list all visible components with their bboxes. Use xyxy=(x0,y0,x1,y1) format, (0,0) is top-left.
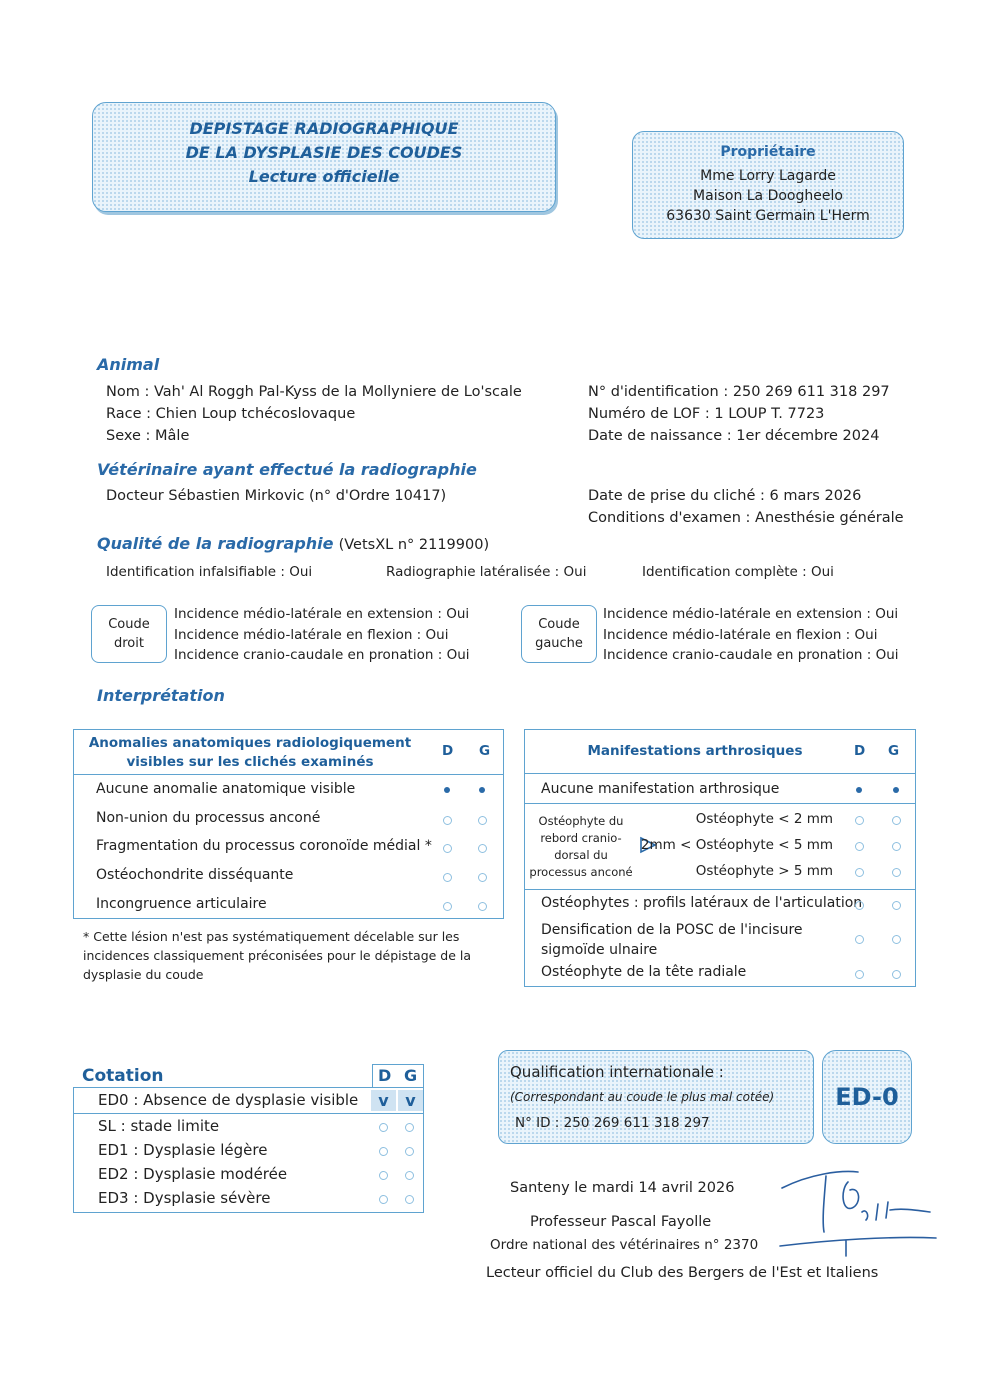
cotation-sl-d xyxy=(379,1123,388,1132)
osteo-size-3: Ostéophyte > 5 mm xyxy=(695,863,833,879)
qualite-heading-row xyxy=(97,534,489,553)
signature-ordre: Ordre national des vétérinaires n° 2370 xyxy=(490,1237,759,1253)
anomalies-row-1-d-checked xyxy=(444,787,450,793)
osteo-size-2: 2mm < Ostéophyte < 5 mm xyxy=(640,837,833,853)
coude-gauche-label-2: gauche xyxy=(535,636,583,651)
title-line-2: DE LA DYSPLASIE DES COUDES xyxy=(185,143,463,162)
arthrose-divider-1 xyxy=(525,773,915,774)
animal-nom: Nom : Vah' Al Roggh Pal-Kyss de la Mollyniere de Lo'scale xyxy=(106,384,522,400)
cotation-row-ed3: ED3 : Dysplasie sévère xyxy=(98,1189,271,1207)
handwritten-signature xyxy=(770,1160,940,1260)
arthrose-divider-2 xyxy=(525,803,915,804)
cotation-col-g: G xyxy=(404,1066,418,1085)
coude-gauche-box xyxy=(521,605,597,663)
animal-naissance: Date de naissance : 1er décembre 2024 xyxy=(588,428,880,444)
incidences-gauche xyxy=(603,604,899,666)
footnote-line-3: dysplasie du coude xyxy=(83,967,204,982)
osteo-size-1: Ostéophyte < 2 mm xyxy=(695,811,833,827)
cotation-ed1-d xyxy=(379,1147,388,1156)
animal-identification: N° d'identification : 250 269 611 318 297 xyxy=(588,384,890,400)
anomalies-col-d: D xyxy=(442,743,454,759)
osteo-size-2-d xyxy=(855,842,864,851)
anomalies-row-5-d xyxy=(443,902,452,911)
cotation-heading: Cotation xyxy=(82,1066,164,1086)
arthrose-table xyxy=(524,729,916,987)
anomalies-row-1: Aucune anomalie anatomique visible xyxy=(96,781,356,797)
anomalies-header-2: visibles sur les clichés examinés xyxy=(126,754,374,770)
densification-line-1: Densification de la POSC de l'incisure xyxy=(541,922,803,938)
incidence-gauche-3: Incidence cranio-caudale en pronation : Oui xyxy=(603,647,899,663)
arthrose-divider-3 xyxy=(525,889,915,890)
cotation-col-d: D xyxy=(378,1066,392,1085)
anomalies-row-4-g xyxy=(478,873,487,882)
incidence-droit-3: Incidence cranio-caudale en pronation : Oui xyxy=(174,647,470,663)
owner-address-2: 63630 Saint Germain L'Herm xyxy=(666,208,870,224)
osteo-label-3: dorsal du xyxy=(554,848,608,862)
osteo-size-1-d xyxy=(855,816,864,825)
qualite-id-infalsifiable: Identification infalsifiable : Oui xyxy=(106,564,313,580)
anomalies-row-2-g xyxy=(478,816,487,825)
cotation-ed0-g-selected: v xyxy=(398,1090,423,1111)
arthrose-densification-g xyxy=(892,935,901,944)
cotation-ed2-d xyxy=(379,1171,388,1180)
owner-name: Mme Lorry Lagarde xyxy=(700,168,836,184)
qualite-lateralisee: Radiographie latéralisée : Oui xyxy=(386,564,587,580)
osteo-label-1: Ostéophyte du xyxy=(538,814,624,828)
vet-date-cliche: Date de prise du cliché : 6 mars 2026 xyxy=(588,488,862,504)
osteo-label-2: rebord cranio- xyxy=(540,831,622,845)
cotation-row-sl: SL : stade limite xyxy=(98,1117,220,1135)
title-box xyxy=(92,102,556,212)
arthrose-tete-radiale-d xyxy=(855,970,864,979)
anomalies-row-5: Incongruence articulaire xyxy=(96,896,267,912)
animal-race: Race : Chien Loup tchécoslovaque xyxy=(106,406,356,422)
cotation-divider xyxy=(74,1113,423,1114)
cotation-row-ed0: ED0 : Absence de dysplasie visible xyxy=(98,1091,359,1109)
cotation-row-ed1: ED1 : Dysplasie légère xyxy=(98,1141,268,1159)
title-line-3: Lecture officielle xyxy=(248,167,400,186)
arthrose-profils: Ostéophytes : profils latéraux de l'articulation xyxy=(541,895,863,911)
cotation-table xyxy=(73,1087,424,1213)
coude-droit-label-2: droit xyxy=(114,636,144,651)
anomalies-row-2-d xyxy=(443,816,452,825)
anomalies-row-2: Non-union du processus anconé xyxy=(96,810,321,826)
incidences-droit xyxy=(174,604,470,666)
cotation-ed3-g xyxy=(405,1195,414,1204)
animal-lof: Numéro de LOF : 1 LOUP T. 7723 xyxy=(588,406,825,422)
cotation-ed2-g xyxy=(405,1171,414,1180)
cotation-dg-header xyxy=(372,1064,424,1087)
anomalies-footnote xyxy=(83,927,471,984)
arthrose-col-g: G xyxy=(888,743,900,759)
incidence-droit-2: Incidence médio-latérale en flexion : Oui xyxy=(174,626,449,643)
osteo-label xyxy=(529,813,633,881)
qualification-box xyxy=(498,1050,814,1144)
incidence-gauche-1: Incidence médio-latérale en extension : Oui xyxy=(603,606,899,622)
anomalies-row-4: Ostéochondrite disséquante xyxy=(96,867,294,883)
anomalies-col-g: G xyxy=(479,743,491,759)
coude-gauche-label-1: Coude xyxy=(538,617,580,632)
owner-heading: Propriétaire xyxy=(720,144,816,160)
arthrose-aucune-g-checked xyxy=(893,787,899,793)
osteo-size-3-d xyxy=(855,868,864,877)
qualification-title: Qualification internationale : xyxy=(510,1063,724,1081)
cotation-sl-g xyxy=(405,1123,414,1132)
qualification-grade: ED-0 xyxy=(822,1050,912,1144)
incidence-gauche-2: Incidence médio-latérale en flexion : Oui xyxy=(603,626,878,643)
signature-role: Lecteur officiel du Club des Bergers de l'Est et Italiens xyxy=(486,1265,879,1281)
title-line-1: DEPISTAGE RADIOGRAPHIQUE xyxy=(189,119,459,138)
osteo-size-1-g xyxy=(892,816,901,825)
arthrose-aucune-d-checked xyxy=(856,787,862,793)
osteo-size-3-g xyxy=(892,868,901,877)
qualification-id: N° ID : 250 269 611 318 297 xyxy=(515,1115,710,1131)
anomalies-row-1-g-checked xyxy=(479,787,485,793)
osteo-label-4: processus anconé xyxy=(529,865,633,879)
qualite-ref: (VetsXL n° 2119900) xyxy=(338,537,490,553)
densification-line-2: sigmoïde ulnaire xyxy=(541,942,658,958)
incidence-droit-1: Incidence médio-latérale en extension : Oui xyxy=(174,606,470,622)
animal-heading: Animal xyxy=(97,355,160,374)
coude-droit-label-1: Coude xyxy=(108,617,150,632)
arthrose-col-d: D xyxy=(854,743,866,759)
arthrose-tete-radiale: Ostéophyte de la tête radiale xyxy=(541,964,747,980)
anomalies-divider xyxy=(74,774,503,775)
footnote-line-2: incidences classiquement préconisées pour le dépistage de la xyxy=(83,948,472,963)
anomalies-row-5-g xyxy=(478,902,487,911)
interpretation-heading: Interprétation xyxy=(97,686,225,705)
cotation-ed0-d-selected: v xyxy=(371,1090,396,1111)
qualite-heading: Qualité de la radiographie xyxy=(97,534,334,553)
coude-droit-box xyxy=(91,605,167,663)
arthrose-profils-d xyxy=(855,901,864,910)
arthrose-densification-d xyxy=(855,935,864,944)
footnote-line-1: * Cette lésion n'est pas systématiquement décelable sur les xyxy=(83,929,460,944)
anomalies-table xyxy=(73,729,504,919)
owner-address-1: Maison La Doogheelo xyxy=(693,188,843,204)
osteo-size-2-g xyxy=(892,842,901,851)
anomalies-header-1: Anomalies anatomiques radiologiquement xyxy=(88,735,412,751)
arthrose-aucune: Aucune manifestation arthrosique xyxy=(541,781,780,797)
vet-heading: Vétérinaire ayant effectué la radiographie xyxy=(97,460,477,479)
anomalies-row-4-d xyxy=(443,873,452,882)
anomalies-row-3: Fragmentation du processus coronoïde médial * xyxy=(96,838,432,854)
vet-name: Docteur Sébastien Mirkovic (n° d'Ordre 10417) xyxy=(106,488,447,504)
signature-name: Professeur Pascal Fayolle xyxy=(530,1214,712,1230)
arthrose-header: Manifestations arthrosiques xyxy=(587,743,803,759)
signature-place-date: Santeny le mardi 14 avril 2026 xyxy=(510,1180,735,1196)
arthrose-tete-radiale-g xyxy=(892,970,901,979)
qualification-subtitle: (Correspondant au coude le plus mal cotée) xyxy=(510,1090,775,1104)
anomalies-row-3-d xyxy=(443,844,452,853)
cotation-ed1-g xyxy=(405,1147,414,1156)
vet-conditions: Conditions d'examen : Anesthésie générale xyxy=(588,510,904,526)
cotation-row-ed2: ED2 : Dysplasie modérée xyxy=(98,1165,288,1183)
animal-sexe: Sexe : Mâle xyxy=(106,428,190,444)
cotation-ed3-d xyxy=(379,1195,388,1204)
anomalies-row-3-g xyxy=(478,844,487,853)
arthrose-densification xyxy=(541,920,803,960)
qualite-id-complete: Identification complète : Oui xyxy=(642,564,834,580)
owner-box xyxy=(632,131,904,239)
arthrose-profils-g xyxy=(892,901,901,910)
anomalies-header xyxy=(74,734,426,772)
